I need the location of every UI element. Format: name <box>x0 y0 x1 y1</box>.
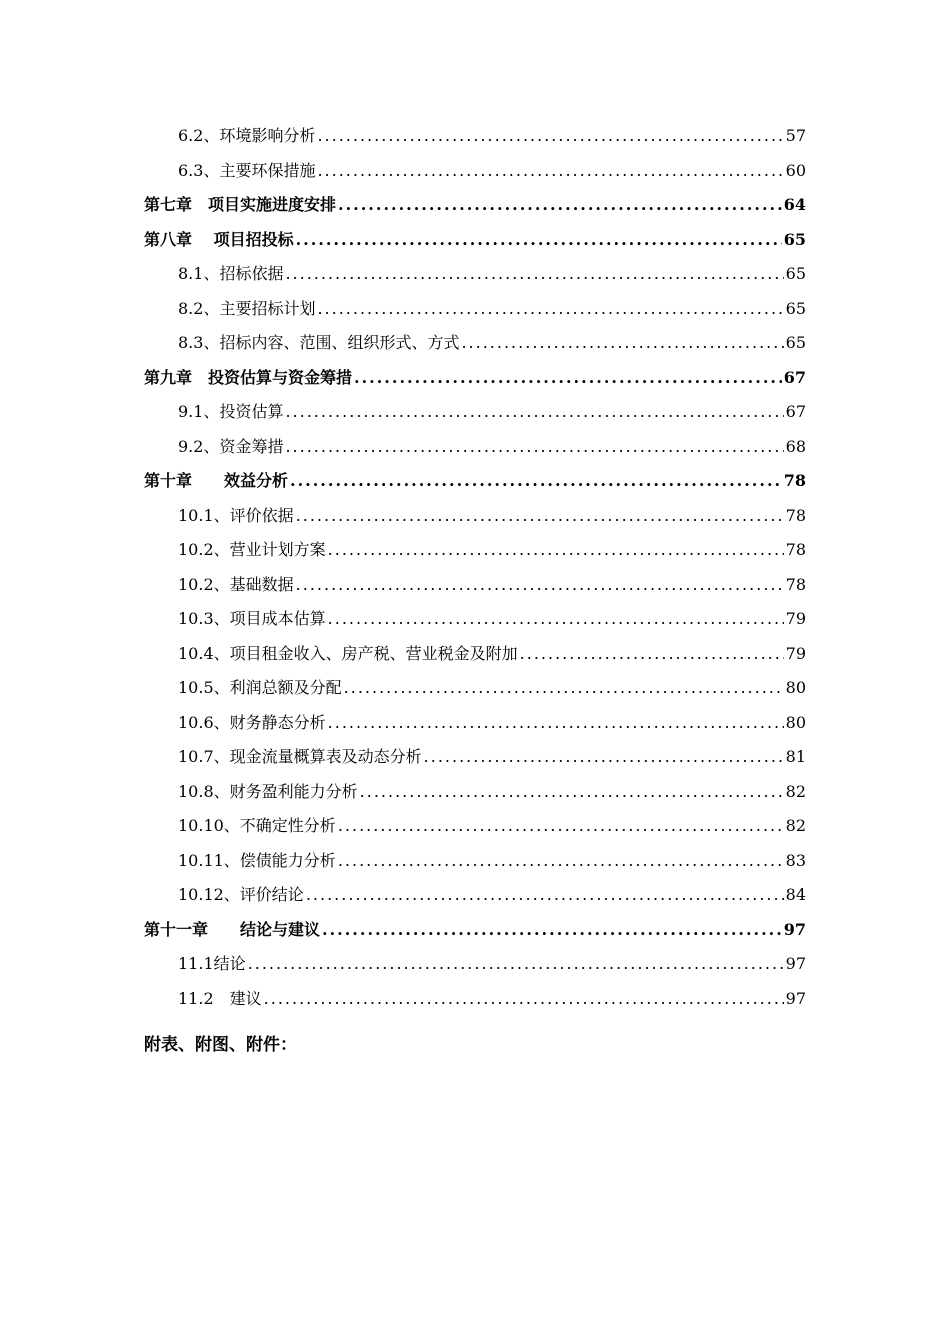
toc-entry-page: 81 <box>785 747 806 766</box>
toc-dot-leader <box>424 740 784 775</box>
toc-entry-title: 6.2、环境影响分析 <box>178 126 316 145</box>
toc-entry-title: 第八章 项目招投标 <box>144 229 294 249</box>
toc-entry-page: 68 <box>785 436 806 456</box>
toc-entry-page: 65 <box>785 333 806 352</box>
toc-dot-leader <box>248 947 784 982</box>
toc-chapter-entry[interactable] <box>144 223 806 258</box>
toc-entry-page: 65 <box>783 229 806 249</box>
toc-entry-page: 78 <box>783 471 806 490</box>
toc-entry-title: 11.1结论 <box>178 954 246 973</box>
toc-dot-leader <box>360 775 784 810</box>
toc-entry[interactable] <box>144 706 806 741</box>
toc-dot-leader <box>328 602 784 637</box>
toc-entry-title: 10.12、评价结论 <box>178 885 304 904</box>
toc-dot-leader <box>285 257 783 292</box>
toc-entry-page: 97 <box>785 954 806 973</box>
toc-entry[interactable] <box>144 533 806 568</box>
toc-dot-leader <box>461 326 783 361</box>
toc-dot-leader <box>338 844 784 879</box>
toc-dot-leader <box>354 361 782 396</box>
toc-entry-page: 64 <box>783 195 806 214</box>
toc-entry[interactable] <box>144 292 806 327</box>
toc-entry-title: 第九章 投资估算与资金筹措 <box>144 367 353 387</box>
toc-chapter-entry[interactable] <box>144 361 806 396</box>
toc-entry-page: 83 <box>785 850 806 870</box>
toc-entry-page: 78 <box>785 505 806 525</box>
toc-entry[interactable] <box>144 326 806 361</box>
toc-entry-title: 10.1、评价依据 <box>178 505 294 525</box>
toc-entry[interactable] <box>144 119 806 154</box>
toc-entry[interactable] <box>144 671 806 706</box>
toc-dot-leader <box>264 982 784 1017</box>
toc-dot-leader <box>328 533 784 568</box>
toc-chapter-entry[interactable] <box>144 913 806 948</box>
table-of-contents <box>144 119 806 1016</box>
toc-entry-title: 10.6、财务静态分析 <box>178 712 326 732</box>
toc-entry-page: 79 <box>785 643 806 663</box>
toc-entry-title: 8.2、主要招标计划 <box>178 298 316 318</box>
toc-dot-leader <box>317 154 783 189</box>
toc-dot-leader <box>285 395 783 430</box>
toc-entry-page: 82 <box>785 781 806 801</box>
toc-entry-title: 9.1、投资估算 <box>178 402 284 421</box>
toc-entry-page: 60 <box>785 160 806 180</box>
toc-entry-title: 第十一章 结论与建议 <box>144 919 321 939</box>
toc-entry-page: 84 <box>785 885 806 904</box>
toc-entry-title: 10.3、项目成本估算 <box>178 609 326 628</box>
toc-entry-page: 78 <box>785 540 806 559</box>
toc-entry[interactable] <box>144 947 806 982</box>
appendix-heading: 附表、附图、附件： <box>144 1035 297 1055</box>
toc-entry-page: 80 <box>785 712 806 732</box>
toc-dot-leader <box>322 913 782 948</box>
toc-chapter-entry[interactable] <box>144 188 806 223</box>
toc-entry-title: 10.2、基础数据 <box>178 574 294 594</box>
toc-dot-leader <box>296 568 784 603</box>
toc-entry-title: 9.2、资金筹措 <box>178 436 284 456</box>
toc-entry-page: 67 <box>783 367 806 387</box>
toc-dot-leader <box>338 188 782 223</box>
toc-entry-page: 79 <box>785 609 806 628</box>
toc-entry-page: 80 <box>785 678 806 697</box>
toc-entry-title: 第七章 项目实施进度安排 <box>144 195 337 214</box>
toc-entry-page: 97 <box>785 988 806 1008</box>
toc-dot-leader <box>296 499 784 534</box>
toc-entry[interactable] <box>144 499 806 534</box>
toc-entry-title: 10.8、财务盈利能力分析 <box>178 781 358 801</box>
toc-entry[interactable] <box>144 809 806 844</box>
toc-entry-page: 82 <box>785 816 806 835</box>
toc-entry-title: 6.3、主要环保措施 <box>178 160 316 180</box>
toc-entry-title: 8.3、招标内容、范围、组织形式、方式 <box>178 333 460 352</box>
toc-dot-leader <box>338 809 784 844</box>
toc-entry[interactable] <box>144 982 806 1017</box>
toc-entry[interactable] <box>144 568 806 603</box>
toc-dot-leader <box>344 671 784 706</box>
toc-entry-page: 65 <box>785 298 806 318</box>
toc-entry[interactable] <box>144 602 806 637</box>
toc-entry-page: 65 <box>785 264 806 283</box>
toc-dot-leader <box>520 637 784 672</box>
toc-entry[interactable] <box>144 878 806 913</box>
toc-entry-title: 10.11、偿债能力分析 <box>178 850 336 870</box>
toc-entry-page: 67 <box>785 402 806 421</box>
toc-entry-title: 8.1、招标依据 <box>178 264 284 283</box>
toc-entry[interactable] <box>144 430 806 465</box>
toc-entry[interactable] <box>144 637 806 672</box>
toc-entry-title: 10.10、不确定性分析 <box>178 816 336 835</box>
toc-entry-title: 10.7、现金流量概算表及动态分析 <box>178 747 422 766</box>
toc-entry-title: 10.4、项目租金收入、房产税、营业税金及附加 <box>178 643 518 663</box>
toc-dot-leader <box>290 464 782 499</box>
toc-dot-leader <box>296 223 782 258</box>
toc-entry[interactable] <box>144 154 806 189</box>
toc-dot-leader <box>317 119 783 154</box>
toc-entry[interactable] <box>144 775 806 810</box>
toc-dot-leader <box>328 706 784 741</box>
toc-entry[interactable] <box>144 740 806 775</box>
toc-entry[interactable] <box>144 395 806 430</box>
toc-entry-page: 97 <box>783 919 806 939</box>
toc-entry-title: 10.5、利润总额及分配 <box>178 678 342 697</box>
toc-dot-leader <box>317 292 783 327</box>
toc-dot-leader <box>306 878 784 913</box>
toc-entry-title: 10.2、营业计划方案 <box>178 540 326 559</box>
toc-entry-title: 第十章 效益分析 <box>144 471 289 490</box>
toc-entry-title: 11.2 建议 <box>178 988 262 1008</box>
toc-entry-page: 78 <box>785 574 806 594</box>
toc-entry[interactable] <box>144 257 806 292</box>
toc-dot-leader <box>285 430 783 465</box>
toc-entry-page: 57 <box>785 126 806 145</box>
toc-chapter-entry[interactable] <box>144 464 806 499</box>
toc-entry[interactable] <box>144 844 806 879</box>
